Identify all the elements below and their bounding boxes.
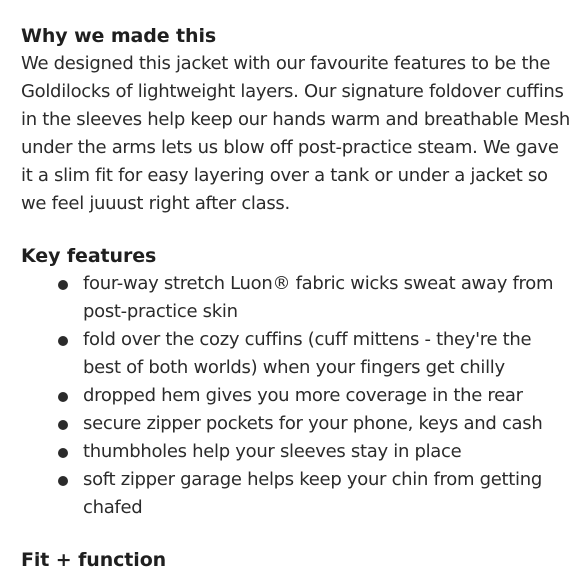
bullet-dot-icon [58, 280, 68, 290]
why-heading: Why we made this [21, 25, 217, 47]
feature-text: dropped hem gives you more coverage in the rear [83, 385, 523, 406]
feature-text: thumbholes help your sleeves stay in place [83, 441, 462, 462]
fit-heading: Fit + function [21, 549, 167, 571]
section-spacer [21, 522, 573, 546]
features-list [21, 270, 573, 522]
feature-text: fold over the cozy cuffins (cuff mittens - they're the best of both worlds) when your fingers get chilly [83, 329, 532, 378]
feature-text: secure zipper pockets for your phone, keys and cash [83, 413, 543, 434]
bullet-dot-icon [58, 336, 68, 346]
list-item [21, 466, 573, 522]
features-heading: Key features [21, 245, 157, 267]
why-body: We designed this jacket with our favourite features to be the Goldilocks of lightweight layers. Our signature foldover cuffins in the sleeves help keep our hands warm and breathable Mesh under the arms lets us blow off post-practice steam. We gave it a slim fit for easy layering over a tank or under a jacket so we feel juuust right after class. [21, 53, 570, 214]
bullet-dot-icon [58, 476, 68, 486]
bullet-dot-icon [58, 392, 68, 402]
list-item [21, 410, 573, 438]
bullet-dot-icon [58, 420, 68, 430]
list-item [21, 326, 573, 382]
product-description [21, 22, 573, 574]
feature-text: soft zipper garage helps keep your chin from getting chafed [83, 469, 542, 518]
section-spacer [21, 218, 573, 242]
list-item [21, 382, 573, 410]
bullet-dot-icon [58, 448, 68, 458]
list-item [21, 270, 573, 326]
feature-text: four-way stretch Luon® fabric wicks sweat away from post-practice skin [83, 273, 554, 322]
list-item [21, 438, 573, 466]
